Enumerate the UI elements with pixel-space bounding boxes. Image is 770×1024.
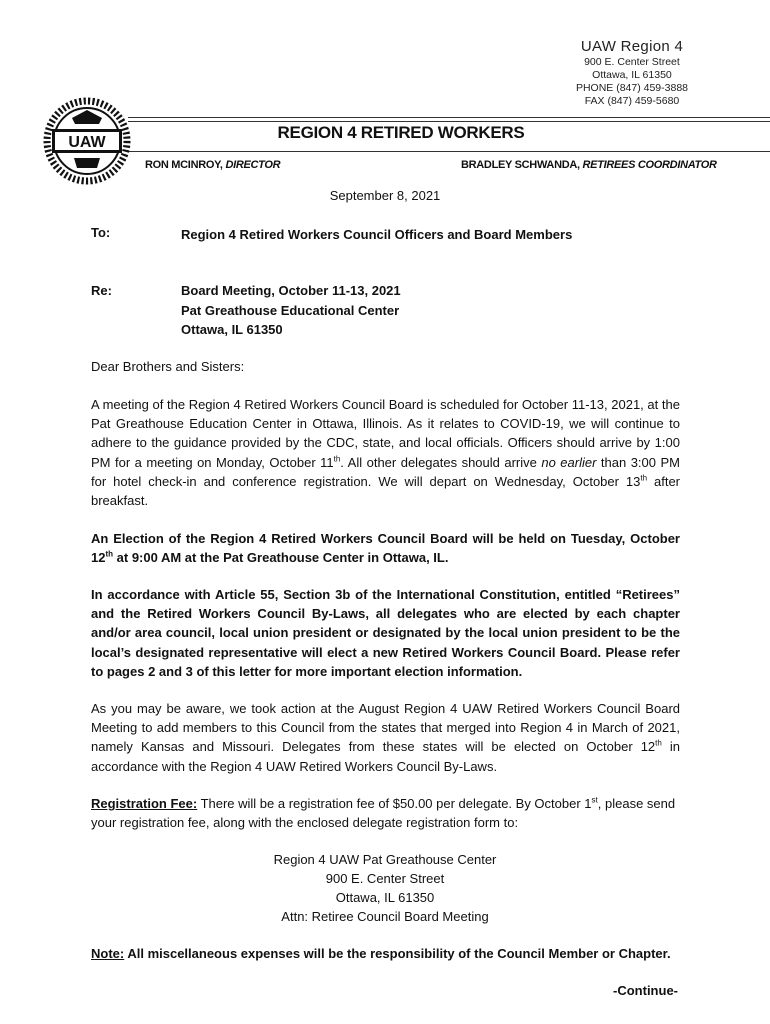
registration-text-a: There will be a registration fee of $50.00 per delegate. By October 1 — [197, 796, 592, 811]
header-rule-top — [128, 117, 770, 118]
paragraph-election — [91, 529, 680, 567]
header-rule-inner — [128, 121, 770, 122]
paragraph-registration — [91, 794, 680, 832]
p2-sup: th — [105, 549, 114, 559]
letterhead-address — [576, 38, 688, 108]
p1-text-b: . All other delegates should arrive — [340, 454, 542, 470]
p4-sup: th — [655, 739, 662, 749]
re-label: Re: — [91, 283, 112, 298]
mail-line-2: 900 E. Center Street — [325, 871, 445, 886]
mail-line-3: Ottawa, IL 61350 — [335, 890, 435, 905]
p1-emphasis: no earlier — [541, 454, 597, 470]
director-line — [145, 159, 280, 171]
director-name: RON MCINROY, — [145, 159, 226, 171]
re-value — [181, 281, 401, 340]
org-phone: PHONE (847) 459-3888 — [575, 82, 688, 94]
p1-sup-2: th — [640, 473, 648, 483]
p1-text-d: after breakfast. — [91, 473, 680, 509]
to-value: Region 4 Retired Workers Council Officers and Board Members — [181, 227, 573, 242]
registration-sup: st — [591, 795, 598, 805]
letterhead-title: REGION 4 RETIRED WORKERS — [277, 123, 525, 142]
to-label: To: — [91, 225, 111, 240]
p2-text-a: An Election of the Region 4 Retired Workers Council Board will be held on Tuesday, October 12 — [91, 531, 680, 566]
re-line-1: Board Meeting, October 11-13, 2021 — [181, 283, 401, 298]
director-title: DIRECTOR — [225, 159, 281, 171]
coordinator-name: BRADLEY SCHWANDA, — [461, 159, 583, 171]
mail-line-4: Attn: Retiree Council Board Meeting — [281, 909, 489, 924]
paragraph-meeting — [91, 395, 680, 510]
p4-text-b: in accordance with the Region 4 UAW Retired Workers Council By-Laws. — [91, 739, 680, 774]
letter-date: September 8, 2021 — [329, 188, 441, 203]
paragraph-constitution: In accordance with Article 55, Section 3b of the International Constitution, entitled “Retirees” and the Retired Workers Council By-Laws, all delegates who are elected by each chapter and/or area council, local union president or designated by the local union president to be the local’s designated representative will elect a new Retired Workers Council Board. Please refer to pages 2 and 3 of this letter for more important election information. — [91, 587, 680, 679]
p1-sup-1: th — [333, 454, 341, 464]
mail-line-1: Region 4 UAW Pat Greathouse Center — [273, 852, 497, 867]
p1-text-c: than 3:00 PM for hotel check-in and conference registration. We will depart on Wednesday, October 13 — [91, 454, 680, 489]
registration-fee-label: Registration Fee: — [91, 796, 198, 811]
note-text: All miscellaneous expenses will be the responsibility of the Council Member or Chapter. — [124, 946, 671, 961]
paragraph-merger — [91, 699, 680, 776]
salutation: Dear Brothers and Sisters: — [91, 359, 245, 374]
p2-text-b: at 9:00 AM at the Pat Greathouse Center in Ottawa, IL. — [113, 550, 449, 566]
org-fax: FAX (847) 459-5680 — [584, 95, 680, 107]
logo-text: UAW — [68, 134, 106, 151]
org-street: 900 E. Center Street — [584, 56, 680, 68]
note-label: Note: — [91, 946, 125, 961]
mailing-address — [0, 850, 770, 926]
registration-text-b: , please send your registration fee, along with the enclosed delegate registration form to: — [91, 796, 676, 831]
coordinator-line — [461, 159, 717, 171]
re-line-2: Pat Greathouse Educational Center — [181, 302, 400, 318]
org-city: Ottawa, IL 61350 — [592, 69, 672, 81]
header-rule-bottom — [128, 151, 770, 152]
org-name: UAW Region 4 — [580, 38, 684, 55]
continue-marker: -Continue- — [613, 983, 678, 998]
note-line — [91, 944, 711, 963]
p4-text-a: As you may be aware, we took action at the August Region 4 UAW Retired Workers Council Board Meeting to add members to this Council from the states that merged into Region 4 in March of 2021, namely Kansas and Missouri. Delegates from these states will be elected on October 12 — [91, 701, 680, 755]
p1-text-a: A meeting of the Region 4 Retired Workers Council Board is scheduled for October 11-13, 2021, at the Pat Greathouse Education Center in Ottawa, Illinois. As it relates to COVID-19, we will continue to adhere to the guidance provided by the CDC, state, and local officials. Officers should arrive by 1:00 PM for a meeting on Monday, October 11 — [91, 397, 680, 470]
coordinator-title: RETIREES COORDINATOR — [582, 159, 717, 171]
re-line-3: Ottawa, IL 61350 — [181, 322, 283, 337]
